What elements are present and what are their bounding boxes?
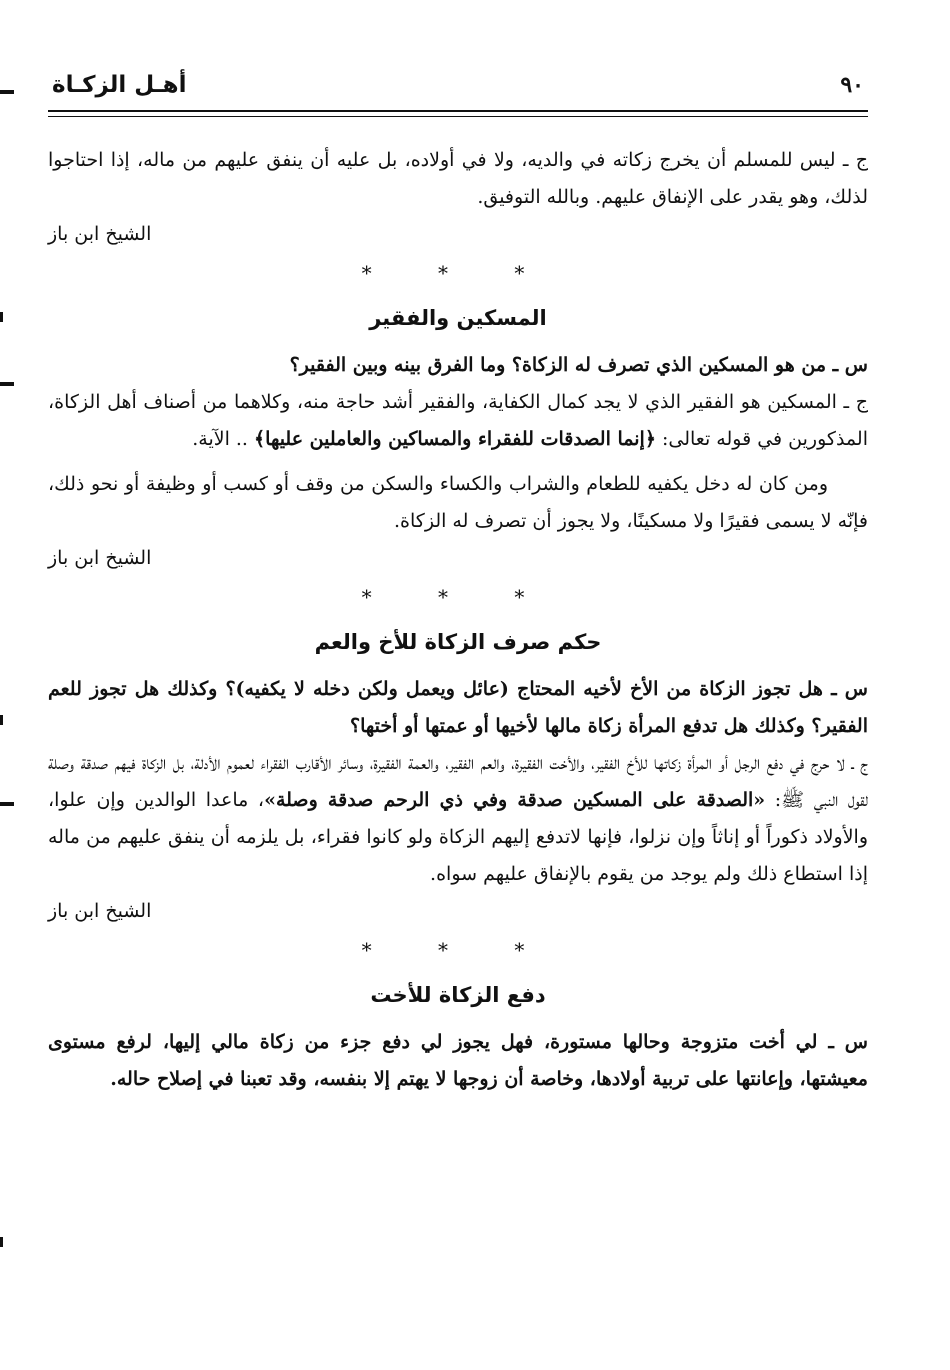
section-heading: حكم صرف الزكاة للأخ والعم (314, 630, 602, 654)
section-heading: دفع الزكاة للأخت (370, 983, 546, 1007)
scan-mark (0, 715, 3, 725)
question-paragraph: س ـ لي أخت متزوجة وحالها مستورة، فهل يجوز لي دفع جزء من زكاة مالي إليها، لرفع مستوى معيشتها، وإعانتها على تربية أولادها، وخاصة أن زوجها لا يهتم إلا بنفسه، وقد تعبنا في إصلاح حاله. (48, 1031, 868, 1090)
book-page (48, 0, 868, 1370)
quran-quote: ﴿إنما الصدقات للفقراء والمساكين والعاملين عليها﴾ (254, 428, 656, 450)
page-content (48, 142, 868, 1098)
page-header (48, 68, 868, 108)
header-rule-thin (48, 116, 868, 117)
answer-paragraph (48, 745, 868, 893)
question-paragraph: س ـ هل تجوز الزكاة من الأخ لأخيه المحتاج (عائل ويعمل ولكن دخله لا يكفيه)؟ وكذلك هل تجوز للعم الفقير؟ وكذلك هل تدفع المرأة زكاة مالها لأخيها أو عمتها أو أختها؟ (48, 678, 868, 737)
header-rule (48, 110, 868, 112)
answer-text: ج ـ المسكين هو الفقير الذي لا يجد كمال الكفاية، والفقير أشد حاجة منه، وكلاهما من أصناف أهل الزكاة، المذكورين في قوله تعالى: (48, 391, 868, 450)
scan-mark (0, 90, 14, 94)
scan-mark (0, 312, 3, 322)
section-heading: المسكين والفقير (369, 306, 547, 330)
answer-text: ج ـ لا حرج في دفع الرجل أو المرأة زكاتها للأخ الفقير، والأخت الفقيرة، والعم الفقير، والعمة الفقيرة، وسائر الأقارب الفقراء لعموم الأدلة، بل الزكاة فيهم صدقة وصلة لقول النبي ﷺ: (48, 752, 868, 811)
scan-mark (0, 1237, 3, 1247)
signature: الشيخ ابن باز (48, 900, 152, 922)
page-number: ٩٠ (840, 72, 864, 98)
book-title: أهـل الزكـاة (52, 72, 187, 98)
answer-text: .. الآية. (192, 428, 255, 450)
answer-paragraph: ومن كان له دخل يكفيه للطعام والشراب والكساء والسكن من وقف أو كسب أو وظيفة أو نحو ذلك، فإنّه لا يسمى فقيرًا ولا مسكينًا، ولا يجوز أن تصرف له الزكاة. (48, 473, 868, 532)
scan-mark (0, 382, 14, 386)
signature: الشيخ ابن باز (48, 547, 152, 569)
separator: * * * (361, 938, 555, 962)
answer-paragraph: ج ـ ليس للمسلم أن يخرج زكاته في والديه، ولا في أولاده، بل عليه أن ينفق عليهم من ماله، إذا احتاجوا لذلك، وهو يقدر على الإنفاق عليهم. وبالله التوفيق. (48, 149, 868, 208)
hadith-quote: «الصدقة على المسكين صدقة وفي ذي الرحم صدقة وصلة» (264, 789, 766, 811)
separator: * * * (361, 585, 555, 609)
answer-text: ، ماعدا الوالدين وإن علوا، والأولاد ذكوراً أو إناثاً وإن نزلوا، فإنها لاتدفع إليهم الزكاة ولو كانوا فقراء، بل يلزمه أن ينفق عليهم من ماله إذا استطاع ذلك ولم يوجد من يقوم بالإنفاق عليهم سواه. (48, 789, 868, 885)
scan-mark (0, 802, 14, 806)
signature: الشيخ ابن باز (48, 223, 152, 245)
question-paragraph: س ـ من هو المسكين الذي تصرف له الزكاة؟ وما الفرق بينه وبين الفقير؟ (289, 354, 868, 376)
answer-paragraph (48, 384, 868, 458)
separator: * * * (361, 261, 555, 285)
